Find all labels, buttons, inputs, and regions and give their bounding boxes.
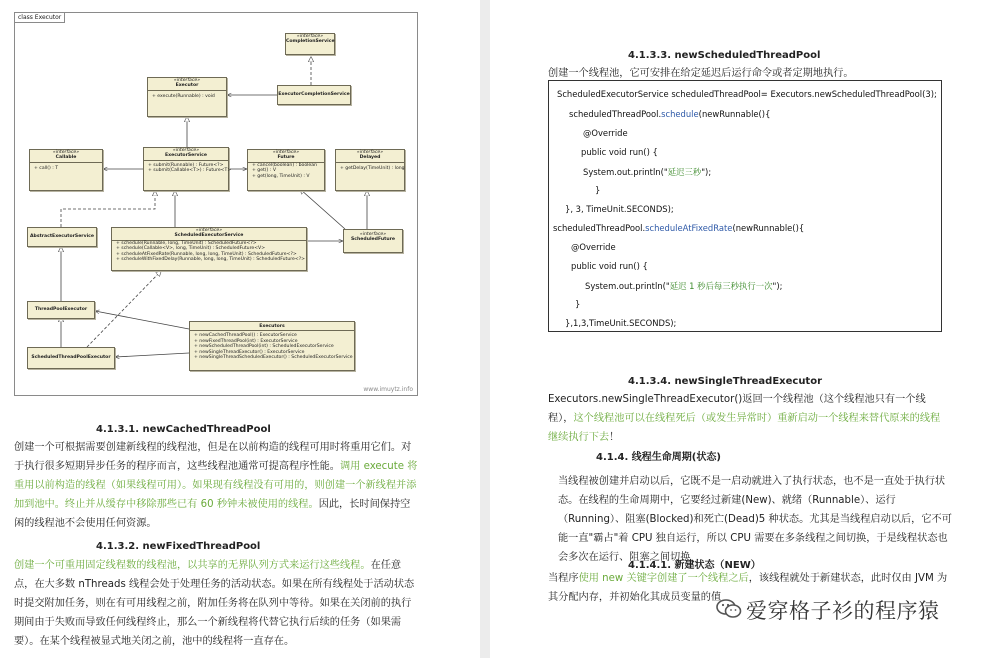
class-abstract-executor-service: AbstractExecutorService <box>27 227 97 247</box>
code-line: } <box>595 185 601 195</box>
code-line: }, 3, TimeUnit.SECONDS); <box>565 204 674 214</box>
diagram-title: class Executor <box>15 13 65 23</box>
uml-class-diagram <box>14 12 418 396</box>
class-executors: Executors + newCachedThreadPool() : ExecutorService + newFixedThreadPool(int) : ExecutorService + newScheduledThreadPool(int) : ScheduledExecutorService + newSingleThreadExecutor() : ExecutorService + newSingleThreadScheduledExecutor() : ScheduledExecutorService <box>189 321 355 371</box>
code-line: System.out.println("延迟三秒"); <box>583 167 712 177</box>
class-scheduled-thread-pool-executor: ScheduledThreadPoolExecutor <box>27 347 115 369</box>
paragraph-single-thread-executor: Executors.newSingleThreadExecutor()返回一个线程池（这个线程池只有一个线程），这个线程池可以在线程死后（或发生异常时）重新启动一个线程来替代原来的线程继续执行下去！ <box>548 394 941 443</box>
paragraph-fixed-thread-pool: 创建一个可重用固定线程数的线程池，以共享的无界队列方式来运行这些线程。在任意点，在大多数 nThreads 线程会处于处理任务的活动状态。如果在所有线程处于活动状态时提交附加任务，则在有可用线程之前，附加任务将在队列中等待。如果在关闭前的执行期间由于失败而导致任何线程终止，那么一个新线程将代替它执行后续的任务（如果需要）。在某个线程被显式地关闭之前，池中的线程将一直存在。 <box>14 560 415 647</box>
heading-cached-thread-pool: 4.1.3.1. newCachedThreadPool <box>96 424 271 435</box>
class-delayed: «interface» Delayed + getDelay(TimeUnit) : long <box>335 149 405 191</box>
code-line: scheduledThreadPool.scheduleAtFixedRate(newRunnable(){ <box>553 223 805 233</box>
paragraph-new-state: 当程序使用 new 关键字创建了一个线程之后，该线程就处于新建状态，此时仅由 JVM 为其分配内存，并初始化其成员变量的值 <box>548 573 948 603</box>
code-line: public void run() { <box>571 261 648 271</box>
heading-single-thread-executor: 4.1.3.4. newSingleThreadExecutor <box>628 376 823 387</box>
code-line: scheduledThreadPool.schedule(newRunnable(){ <box>569 109 771 119</box>
code-line: },1,3,TimeUnit.SECONDS); <box>565 318 677 328</box>
heading-scheduled-thread-pool: 4.1.3.3. newScheduledThreadPool <box>628 50 821 61</box>
class-future: «interface» Future + cancel(boolean) : boolean + get() : V + get(long, TimeUnit) : V <box>247 149 325 191</box>
left-page <box>0 0 480 658</box>
paragraph-scheduled-thread-pool: 创建一个线程池，它可安排在给定延迟后运行命令或者定期地执行。 <box>548 68 854 79</box>
heading-thread-lifecycle: 4.1.4. 线程生命周期(状态) <box>596 452 721 463</box>
code-line: System.out.println("延迟 1 秒后每三秒执行一次"); <box>585 281 783 291</box>
code-line: } <box>575 299 581 309</box>
watermark-text: 爱穿格子衫的程序猿 <box>746 599 940 623</box>
page-gutter <box>480 0 490 658</box>
class-thread-pool-executor: ThreadPoolExecutor <box>27 301 95 319</box>
diagram-watermark: www.imuytz.info <box>363 386 413 393</box>
class-executor-service: «interface» ExecutorService + submit(Runnable) : Future<?> + submit(Callable<T>) : Future<T> <box>143 147 229 191</box>
class-executor: «interface» Executor + execute(Runnable) : void <box>147 77 227 117</box>
class-scheduled-executor-service: «interface» ScheduledExecutorService + schedule(Runnable, long, TimeUnit) : ScheduledFuture<?> + schedule(Callable<V>, long, TimeUnit) : ScheduledFuture<V> + scheduleAtFixedRate(Runnable, long, long, TimeUnit) : ScheduledFuture<?> + scheduleWithFixedDelay(Runnable, long, long, TimeUnit) : ScheduledFuture<?> <box>111 227 307 271</box>
paragraph-cached-thread-pool: 创建一个可根据需要创建新线程的线程池，但是在以前构造的线程可用时将重用它们。对于执行很多短期异步任务的程序而言，这些线程池通常可提高程序性能。调用 execute 将重用以前构造的线程（如果线程可用）。如果现有线程没有可用的，则创建一个新线程并添加到池中。终止并从缓存中移除那些已有 60 秒钟未被使用的线程。因此，长时间保持空闲的线程池不会使用任何资源。 <box>14 442 418 529</box>
code-line: public void run() { <box>581 147 658 157</box>
code-line: @Override <box>583 128 628 138</box>
paragraph-thread-lifecycle: 当线程被创建并启动以后，它既不是一启动就进入了执行状态，也不是一直处于执行状态。在线程的生命周期中，它要经过新建(New)、就绪（Runnable）、运行（Running）、阻塞(Blocked)和死亡(Dead)5 种状态。尤其是当线程启动以后，它不可能一直"霸占"着 CPU 独自运行，所以 CPU 需要在多条线程之间切换，于是线程状态也会多次在运行、阻塞之间切换 <box>558 476 952 563</box>
heading-new-state: 4.1.4.1. 新建状态（NEW） <box>628 560 761 571</box>
class-completion-service: «interface» CompletionService <box>285 33 335 55</box>
code-line: @Override <box>571 242 616 252</box>
class-callable: «interface» Callable + call() : T <box>29 149 103 191</box>
code-line: ScheduledExecutorService scheduledThreadPool= Executors.newScheduledThreadPool(3); <box>557 89 937 99</box>
wechat-icon <box>716 599 742 619</box>
heading-fixed-thread-pool: 4.1.3.2. newFixedThreadPool <box>96 541 261 552</box>
class-scheduled-future: «interface» ScheduledFuture <box>343 229 403 253</box>
class-executor-completion-service: ExecutorCompletionService <box>277 85 351 105</box>
code-block <box>548 80 942 332</box>
